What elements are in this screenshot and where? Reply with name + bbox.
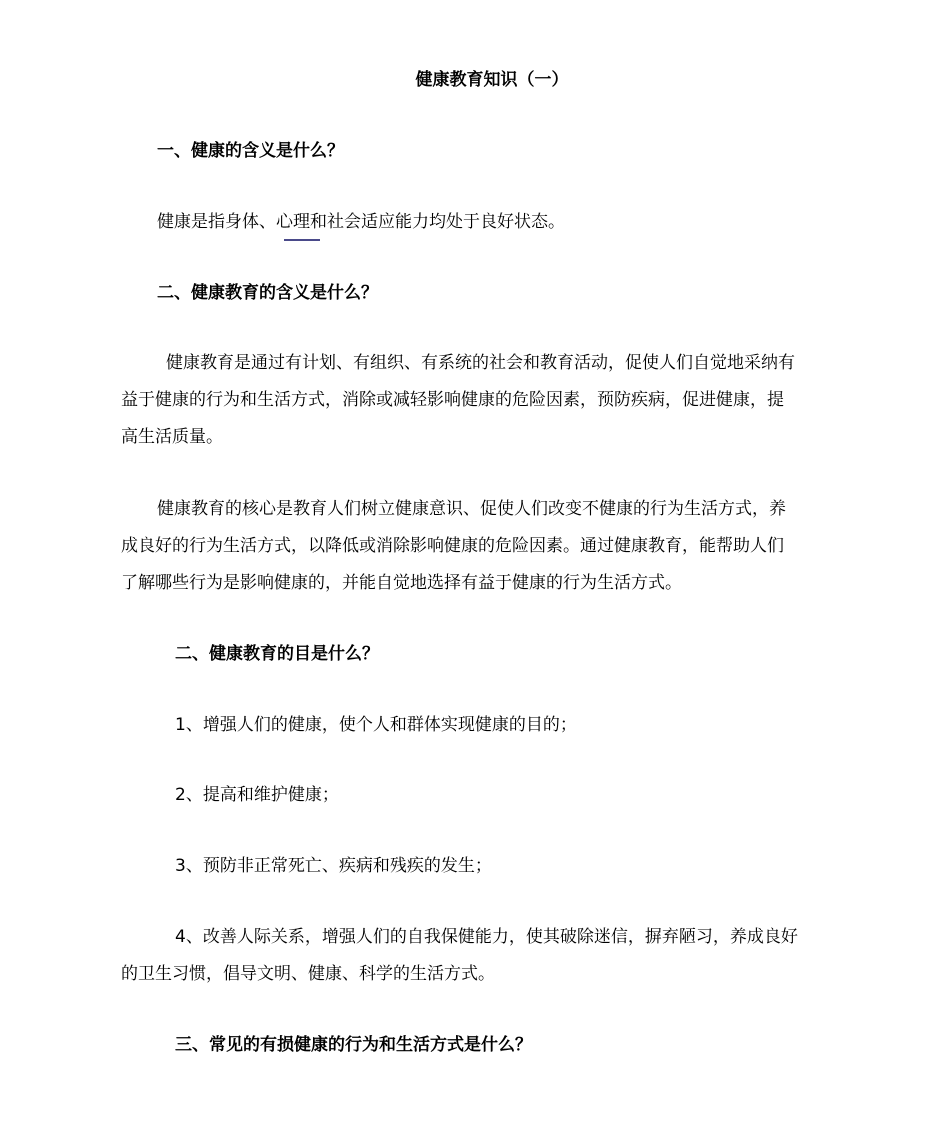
list-item: 3、预防非正常死亡、疾病和残疾的发生；: [175, 856, 492, 876]
section-heading-4: 三、常见的有损健康的行为和生活方式是什么？: [175, 1035, 532, 1055]
list-item-continuation: 的卫生习惯，倡导文明、健康、科学的生活方式。: [121, 964, 495, 984]
section-heading-3: 二、健康教育的目是什么？: [175, 644, 379, 664]
paragraph-line: 高生活质量。: [121, 427, 223, 447]
paragraph-line: 健康教育是通过有计划、有组织、有系统的社会和教育活动，促使人们自觉地采纳有: [166, 353, 795, 373]
document-title: 健康教育知识（一）: [415, 70, 569, 90]
paragraph-health-definition: 健康是指身体、心理和社会适应能力均处于良好状态。: [157, 212, 565, 232]
section-heading-1: 一、健康的含义是什么？: [157, 141, 344, 161]
list-item: 4、改善人际关系，增强人们的自我保健能力，使其破除迷信，摒弃陋习，养成良好: [175, 927, 798, 947]
paragraph-line: 健康教育的核心是教育人们树立健康意识、促使人们改变不健康的行为生活方式，养: [157, 499, 786, 519]
paragraph-line: 了解哪些行为是影响健康的，并能自觉地选择有益于健康的行为生活方式。: [121, 573, 682, 593]
text-underline-mark: [284, 239, 320, 241]
list-item: 2、提高和维护健康；: [175, 785, 339, 805]
paragraph-line: 益于健康的行为和生活方式，消除或减轻影响健康的危险因素，预防疾病，促进健康，提: [121, 390, 784, 410]
paragraph-line: 成良好的行为生活方式，以降低或消除影响健康的危险因素。通过健康教育，能帮助人们: [121, 536, 784, 556]
section-heading-2: 二、健康教育的含义是什么？: [157, 283, 378, 303]
list-item: 1、增强人们的健康，使个人和群体实现健康的目的；: [175, 715, 577, 735]
